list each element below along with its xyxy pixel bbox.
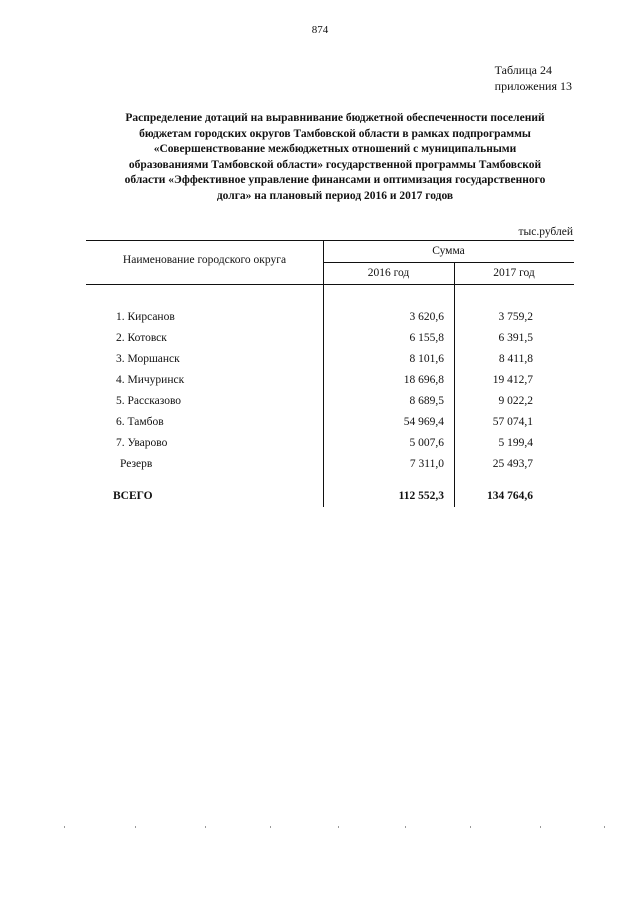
col-2017-header: 2017 год: [493, 267, 535, 279]
row-name: 5. Рассказово: [116, 395, 182, 407]
row-name: 7. Уварово: [116, 437, 168, 449]
units-label: тыс.рублей: [518, 226, 573, 238]
row-name: Резерв: [120, 458, 153, 470]
table-row: [0, 458, 640, 478]
row-name: 3. Моршанск: [116, 353, 180, 365]
col-name-header: Наименование городского округа: [122, 254, 287, 266]
total-value-2016: 112 552,3: [398, 490, 444, 502]
table-reference: [495, 62, 572, 94]
row-value-2016: 3 620,6: [409, 311, 444, 323]
table-row: [0, 374, 640, 394]
row-value-2016: 18 696,8: [403, 374, 444, 386]
row-value-2017: 9 022,2: [498, 395, 533, 407]
row-value-2017: 6 391,5: [498, 332, 533, 344]
table-row: [0, 416, 640, 436]
col-2016-header: 2016 год: [367, 267, 410, 279]
table-row: [0, 437, 640, 457]
title-line-3: «Совершенствование межбюджетных отношений с муниципальными: [153, 143, 517, 156]
title-line-2: бюджетам городских округов Тамбовской области в рамках подпрограммы: [139, 127, 531, 140]
header-bottom-rule: [86, 284, 574, 285]
header-sub-rule: [323, 262, 574, 263]
row-value-2016: 8 101,6: [409, 353, 444, 365]
row-name: 2. Котовск: [116, 332, 167, 344]
scan-speck: [338, 826, 339, 828]
scan-speck: [405, 826, 406, 828]
row-name: 6. Тамбов: [116, 416, 164, 428]
table-top-rule: [86, 240, 574, 241]
table-row: [0, 353, 640, 373]
scan-speck: [540, 826, 541, 828]
table-row: [0, 332, 640, 352]
row-value-2016: 5 007,6: [409, 437, 444, 449]
row-value-2017: 5 199,4: [498, 437, 533, 449]
row-value-2016: 54 969,4: [403, 416, 444, 428]
scan-speck: [470, 826, 471, 828]
table-ref-line-1: Таблица 24: [494, 63, 552, 77]
table-row: [0, 395, 640, 415]
col-sum-header: Сумма: [432, 245, 465, 257]
table-ref-line-2: приложения 13: [494, 79, 572, 93]
scan-speck: [604, 826, 605, 828]
scan-speck: [64, 826, 65, 828]
row-value-2017: 8 411,8: [498, 353, 533, 365]
total-value-2017: 134 764,6: [487, 490, 533, 502]
title-line-5: области «Эффективное управление финансами и оптимизация государственного: [124, 174, 546, 187]
row-value-2017: 57 074,1: [492, 416, 533, 428]
scan-speck: [135, 826, 136, 828]
total-label: ВСЕГО: [113, 490, 153, 502]
scan-speck: [270, 826, 271, 828]
row-value-2016: 8 689,5: [409, 395, 444, 407]
row-name: 4. Мичуринск: [116, 374, 185, 386]
document-title: [90, 111, 580, 205]
row-value-2017: 25 493,7: [492, 458, 533, 470]
title-line-4: образованиями Тамбовской области» государственной программы Тамбовской: [128, 158, 542, 171]
scan-speck: [205, 826, 206, 828]
row-value-2016: 7 311,0: [409, 458, 444, 470]
table-row: [0, 311, 640, 331]
title-line-6: долга» на плановый период 2016 и 2017 годов: [216, 189, 454, 202]
title-line-1: Распределение дотаций на выравнивание бюджетной обеспеченности поселений: [125, 112, 545, 124]
total-row: [0, 490, 640, 510]
row-name: 1. Кирсанов: [116, 311, 175, 323]
page-number: 874: [311, 24, 329, 36]
row-value-2017: 3 759,2: [498, 311, 533, 323]
row-value-2016: 6 155,8: [409, 332, 444, 344]
row-value-2017: 19 412,7: [492, 374, 533, 386]
